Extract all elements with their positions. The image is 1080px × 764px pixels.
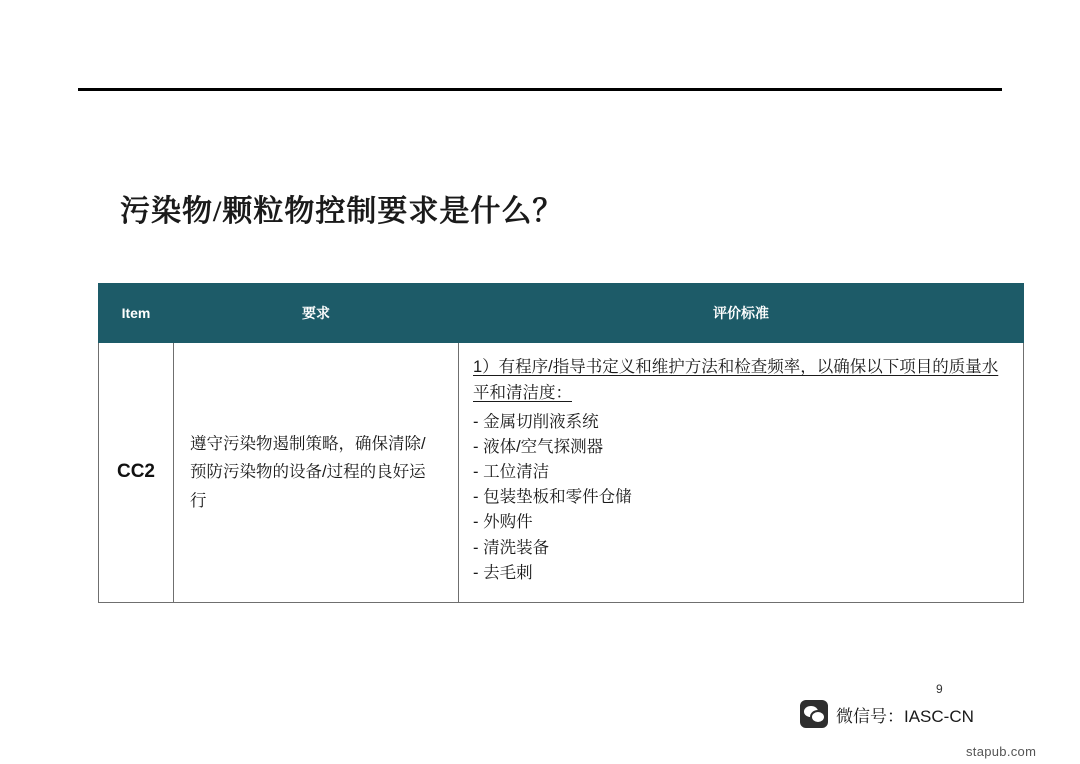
cell-requirement-text: 遵守污染物遏制策略，确保清除/预防污染物的设备/过程的良好运行 (174, 343, 459, 603)
table-body (99, 343, 1024, 603)
top-divider (78, 88, 1002, 91)
criteria-heading: 1）有程序/指导书定义和维护方法和检查频率，以确保以下项目的质量水平和清洁度： (473, 358, 999, 402)
requirements-table (98, 283, 1024, 603)
table-row (99, 343, 1024, 603)
site-watermark: stapub.com (966, 744, 1037, 759)
page-title: 污染物/颗粒物控制要求是什么？ (120, 195, 564, 228)
list-item: - 工位清洁 (473, 463, 550, 482)
list-item: - 外购件 (473, 513, 533, 532)
table-header (99, 284, 1024, 343)
wechat-label: 微信号：IASC-CN (836, 706, 974, 726)
wechat-icon (800, 700, 828, 728)
list-item: - 金属切削液系统 (473, 413, 599, 432)
list-item: - 包装垫板和零件仓储 (473, 488, 632, 507)
column-header-criteria: 评价标准 (459, 284, 1024, 343)
column-header-item: Item (99, 284, 174, 343)
list-item: - 液体/空气探测器 (473, 438, 604, 457)
table-header-row (99, 284, 1024, 343)
criteria-list (473, 410, 1009, 586)
cell-criteria (459, 343, 1024, 603)
column-header-requirement: 要求 (174, 284, 459, 343)
list-item: - 清洗装备 (473, 538, 550, 557)
wechat-footer (800, 700, 974, 728)
page-number: 9 (936, 682, 943, 696)
list-item: - 去毛刺 (473, 563, 533, 582)
cell-item-code: CC2 (99, 343, 174, 603)
